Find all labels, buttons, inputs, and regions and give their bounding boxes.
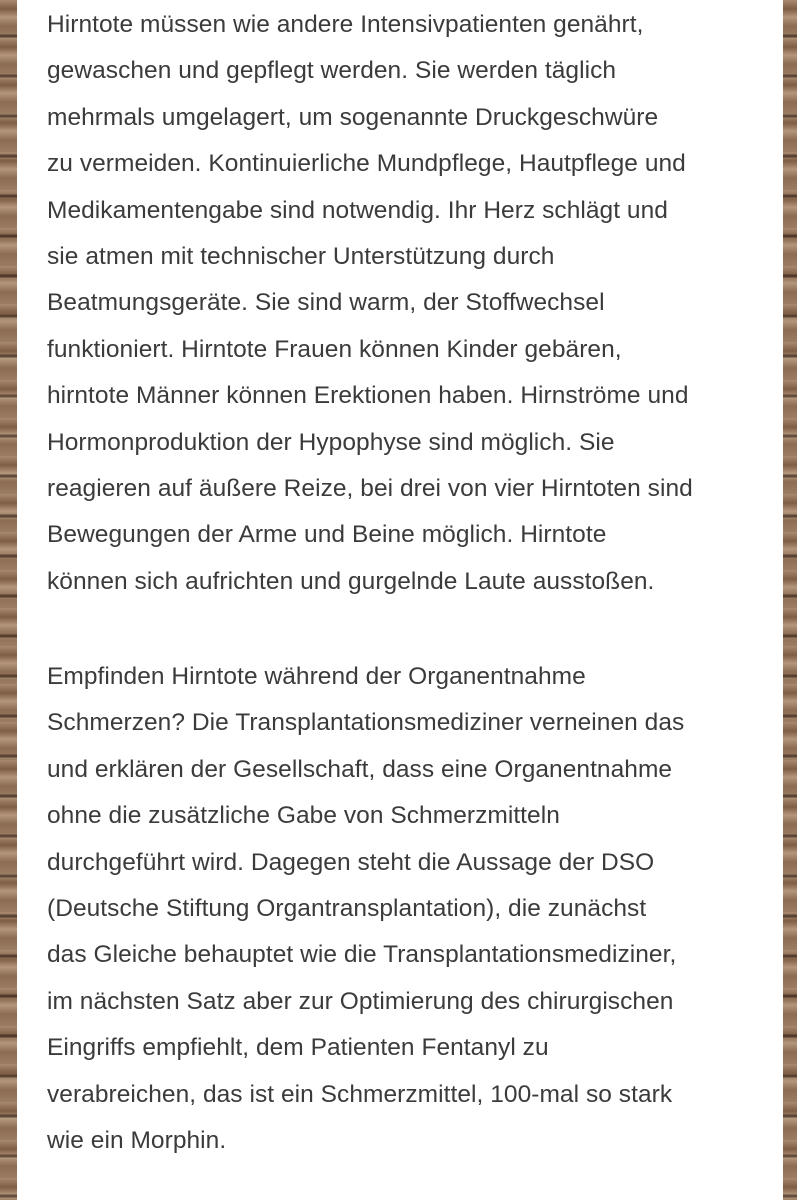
text-line: wie ein Morphin. [47, 1127, 227, 1155]
text-line: Hirntote müssen wie andere Intensivpatienten genährt, [47, 11, 644, 38]
wood-background-left [0, 0, 17, 1200]
wood-background-right [783, 0, 797, 1200]
text-line: mehrmals umgelagert, um sogenannte Druckgeschwüre [47, 103, 659, 131]
text-line: Bewegungen der Arme und Beine möglich. Hirntote [47, 521, 607, 549]
text-line: Medikamentengabe sind notwendig. Ihr Herz schlägt und [47, 196, 668, 224]
text-line: können sich aufrichten und gurgelnde Laute ausstoßen. [47, 567, 655, 595]
text-line: das Gleiche behauptet wie die Transplantationsmediziner, [47, 941, 677, 969]
text-line: verabreichen, das ist ein Schmerzmittel, 100-mal so stark [47, 1080, 673, 1108]
text-line: durchgeführt wird. Dagegen steht die Aussage der DSO [47, 848, 655, 876]
article-card [17, 0, 783, 1200]
text-line: reagieren auf äußere Reize, bei drei von vier Hirntoten sind [47, 475, 693, 503]
text-line: Empfinden Hirntote während der Organentnahme [47, 663, 586, 690]
text-line: sie atmen mit technischer Unterstützung durch [47, 243, 555, 271]
text-line: Hormonproduktion der Hypophyse sind möglich. Sie [47, 428, 615, 456]
text-line: Schmerzen? Die Transplantationsmediziner verneinen das [47, 709, 685, 737]
text-line: Eingriffs empfiehlt, dem Patienten Fentanyl zu [47, 1034, 549, 1062]
text-line: (Deutsche Stiftung Organtransplantation), die zunächst [47, 895, 647, 923]
text-line: funktioniert. Hirntote Frauen können Kinder gebären, [47, 335, 622, 363]
text-line: hirntote Männer können Erektionen haben. Hirnströme und [47, 382, 689, 410]
text-line: und erklären der Gesellschaft, dass eine Organentnahme [47, 755, 673, 783]
paragraph-brain-death-care [47, 2, 693, 605]
text-line: zu vermeiden. Kontinuierliche Mundpflege, Hautpflege und [47, 150, 686, 178]
text-line: gewaschen und gepflegt werden. Sie werden täglich [47, 57, 617, 85]
text-line: Beatmungsgeräte. Sie sind warm, der Stoffwechsel [47, 289, 605, 317]
paragraph-pain-during-removal [47, 654, 684, 1164]
text-line: ohne die zusätzliche Gabe von Schmerzmitteln [47, 802, 560, 830]
text-line: im nächsten Satz aber zur Optimierung des chirurgischen [47, 987, 674, 1015]
